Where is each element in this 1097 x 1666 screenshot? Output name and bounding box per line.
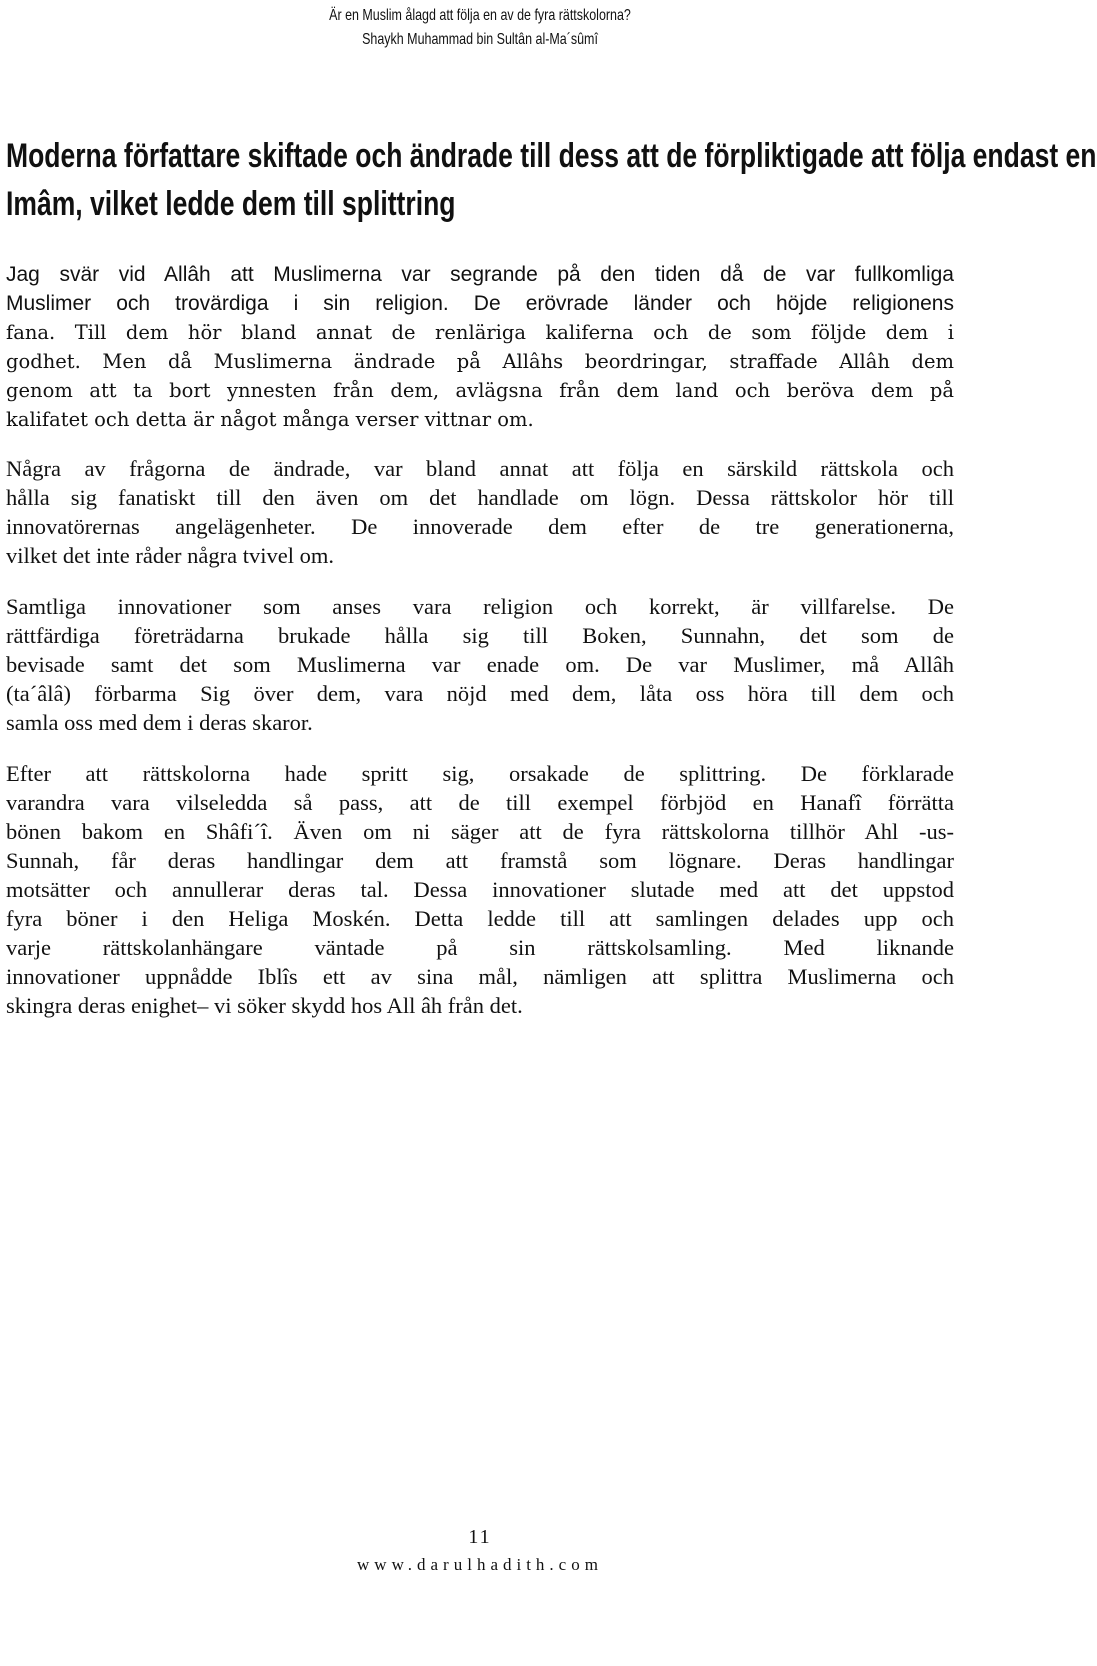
- paragraph-2: [6, 454, 954, 570]
- text-line: godhet. Men då Muslimerna ändrade på Allâhs beordringar, straffade Allâh dem: [6, 350, 954, 373]
- text-line: (ta´âlâ) förbarma Sig över dem, vara nöjd med dem, låta oss höra till dem och: [6, 681, 954, 706]
- text-line: bevisade samt det som Muslimerna var enade om. De var Muslimer, må Allâh: [6, 652, 954, 677]
- text-line: varandra vara vilseledda så pass, att de till exempel förbjöd en Hanafî förrätta: [6, 790, 954, 815]
- chapter-heading-line: Imâm, vilket ledde dem till splittring: [6, 185, 456, 223]
- chapter-heading-line: Moderna författare skiftade och ändrade till dess att de förpliktigade att följa endast en: [6, 137, 1097, 175]
- text-line: genom att ta bort ynnesten från dem, avlägsna från dem land och beröva dem på: [6, 379, 954, 402]
- page-number: 11: [468, 1526, 492, 1548]
- paragraph-4: [6, 759, 954, 1020]
- chapter-heading: [6, 132, 1097, 228]
- text-line: samla oss med dem i deras skaror.: [6, 710, 313, 735]
- text-line: Sunnah, får deras handlingar dem att framstå som lögnare. Deras handlingar: [6, 848, 954, 873]
- paragraph-3: [6, 592, 954, 737]
- text-line: Muslimer och trovärdiga i sin religion. De erövrade länder och höjde religionens: [6, 292, 954, 315]
- text-line: rättfärdiga företrädarna brukade hålla sig till Boken, Sunnahn, det som de: [6, 623, 954, 648]
- text-line: hålla sig fanatiskt till den även om det handlade om lögn. Dessa rättskolor hör till: [6, 485, 954, 510]
- document-title: Är en Muslim ålagd att följa en av de fyra rättskolorna?: [329, 7, 631, 24]
- text-line: fyra böner i den Heliga Moskén. Detta ledde till att samlingen delades upp och: [6, 906, 954, 931]
- body-text: [6, 260, 954, 1042]
- text-line: Jag svär vid Allâh att Muslimerna var segrande på den tiden då de var fullkomliga: [6, 263, 954, 286]
- page-footer: [0, 1524, 960, 1576]
- text-line: skingra deras enighet– vi söker skydd hos All âh från det.: [6, 993, 523, 1018]
- paragraph-1: [6, 260, 954, 434]
- text-line: Samtliga innovationer som anses vara religion och korrekt, är villfarelse. De: [6, 594, 954, 619]
- text-line: motsätter och annullerar deras tal. Dessa innovationer slutade med att det uppstod: [6, 877, 954, 902]
- author-name: Shaykh Muhammad bin Sultân al-Ma´sûmî: [362, 31, 598, 48]
- text-line: bönen bakom en Shâfi´î. Även om ni säger att de fyra rättskolorna tillhör Ahl -us-: [6, 819, 954, 844]
- text-line: vilket det inte råder några tvivel om.: [6, 543, 335, 568]
- text-line: innovatörernas angelägenheter. De innoverade dem efter de tre generationerna,: [6, 514, 954, 539]
- text-line: fana. Till dem hör bland annat de renläriga kaliferna och de som följde dem i: [6, 321, 954, 344]
- text-line: Några av frågorna de ändrade, var bland annat att följa en särskild rättskola och: [6, 456, 954, 481]
- text-line: kalifatet och detta är något många verser vittnar om.: [6, 408, 534, 431]
- text-line: Efter att rättskolorna hade spritt sig, orsakade de splittring. De förklarade: [6, 761, 954, 786]
- website-url: www.darulhadith.com: [357, 1555, 603, 1574]
- text-line: varje rättskolanhängare väntade på sin rättskolsamling. Med liknande: [6, 935, 954, 960]
- text-line: innovationer uppnådde Iblîs ett av sina mål, nämligen att splittra Muslimerna och: [6, 964, 954, 989]
- running-header: [106, 4, 855, 52]
